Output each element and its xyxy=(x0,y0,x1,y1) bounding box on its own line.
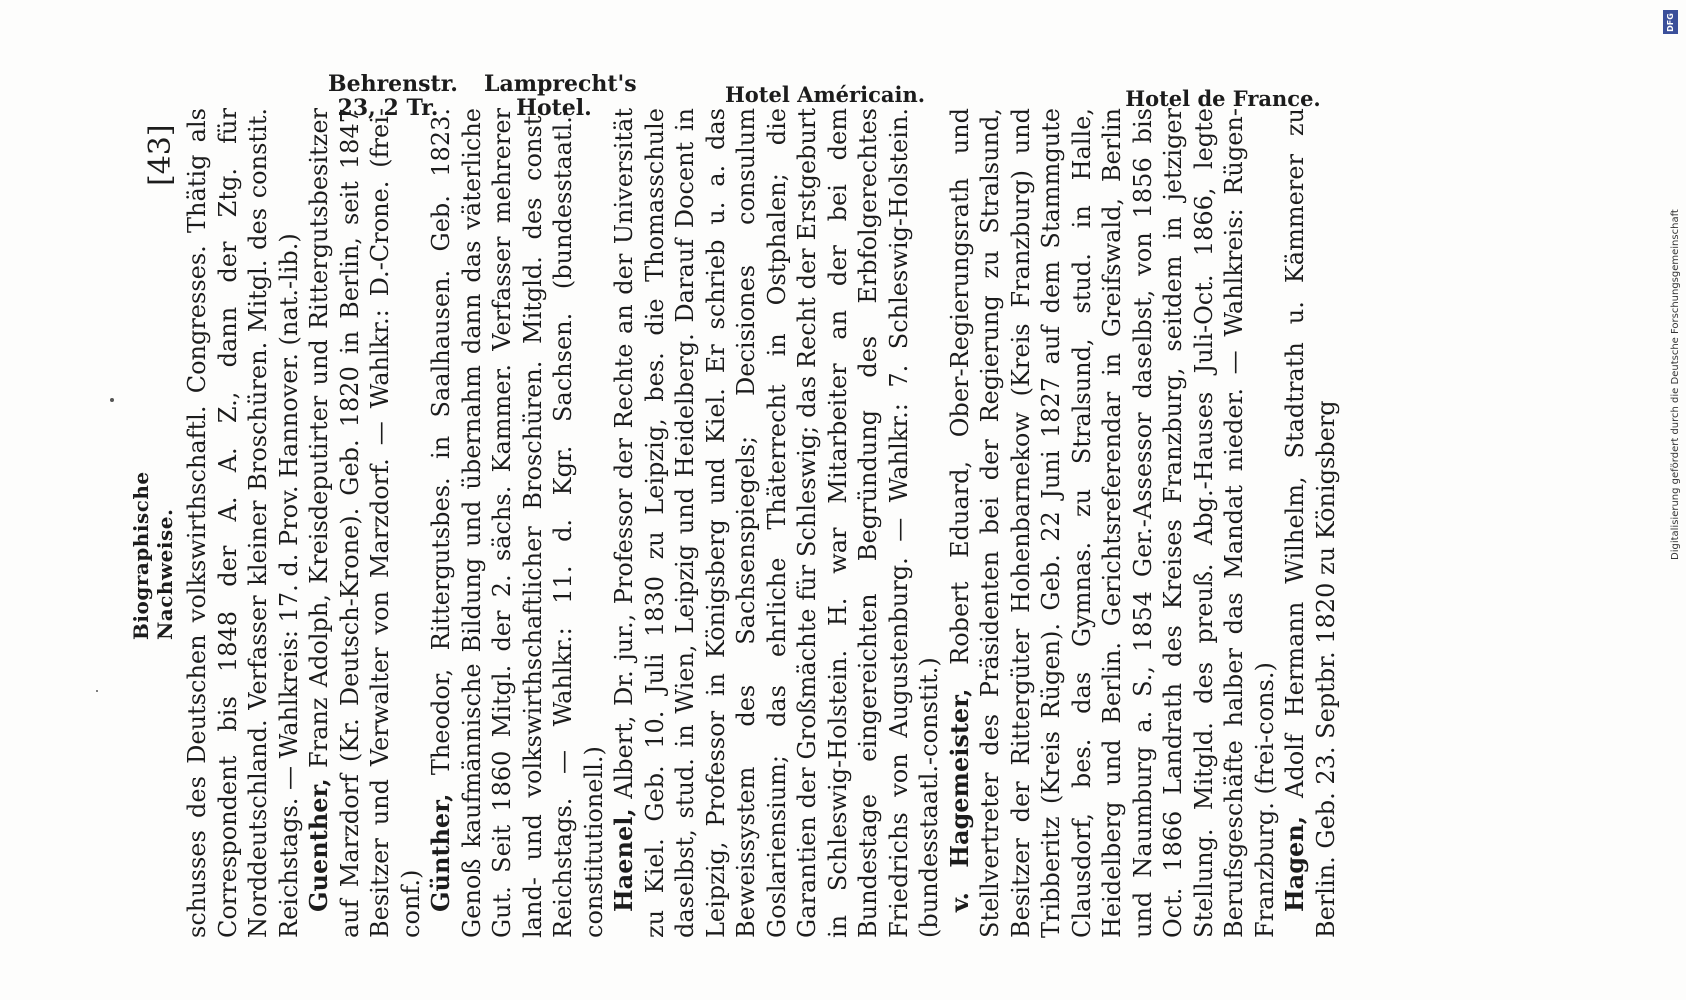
entry-body: Robert Eduard, Ober-Regierungsrath und Stellvertreter des Präsidenten bei der Regierung zu Stralsund, Besitzer der Rittergüter Hohenbarnekow (Kreis Franzburg) und Tribberitz (Kreis Rügen). Geb. 22 Juni 1827 auf dem Stammgute Clausdorf, bes. das Gymnas. zu Stralsund, stud. in Halle, Heidelberg und Berlin. Gerichtsreferendar in Greifswald, Berlin und Naumburg a. S., 1854 Ger.-Assessor daselbst, von 1856 bis Oct. 1866 Landrath des Kreises Franzburg, seitdem in jetziger Stellung. Mitgld. des preuß. Abg.-Hauses Juli-Oct. 1866, legte Berufsgeschäfte halber das Mandat nieder. — Wahlkreis: Rügen-Franzburg. (frei-cons.) xyxy=(945,107,1279,938)
entry-hagemeister xyxy=(945,108,1281,938)
entry-body: Theodor, Rittergutsbes. in Saalhausen. Geb. 1823. Genoß kaufmännische Bildung und übernahm dann das väterliche Gut. Seit 1860 Mitgl. der 2. sächs. Kammer. Verfasser mehrerer land- und volkswirthschaftlicher Broschüren. Mitgld. des const. Reichstags. — Wahlkr.: 11. d. Kgr. Sachsen. (bundesstaatl.-constitutionell.) xyxy=(427,108,608,938)
address-haenel xyxy=(715,83,935,107)
dfg-logo-text: DFG xyxy=(1666,12,1676,32)
scan-speck xyxy=(110,398,114,402)
entry-name: Hagen, xyxy=(1280,815,1309,912)
entry-haenel xyxy=(609,108,945,938)
address-line: Hotel. xyxy=(516,95,592,121)
address-line: 23, 2 Tr. xyxy=(337,95,439,121)
entry-body: Franz Adolph, Kreisdeputirter und Rittergutsbesitzer auf Marzdorf (Kr. Deutsch-Krone). Geb. 1820 in Berlin, seit 1847 Besitzer und Verwalter von Marzdorf. — Wahlkr.: D.-Crone. (frei-conf.) xyxy=(305,108,425,938)
entry-continuation: schusses des Deutschen volkswirthschaftl. Congresses. Thätig als Correspondent bis 1848 der A. A. Z., dann der Ztg. für Norddeutschland. Verfasser kleiner Broschüren. Mitgl. des constit. Reichstags. — Wahlkreis: 17. d. Prov. Hannover. (nat.-lib.) xyxy=(183,108,303,938)
entry-body: Albert, Dr. jur., Professor der Rechte an der Universität zu Kiel. Geb. 10. Juli 1830 zu Leipzig, bes. die Thomasschule daselbst, stud. in Wien, Leipzig und Heidelberg. Darauf Docent in Leipzig, Professor in Königsberg und Kiel. Er schrieb u. a. das Beweissystem des Sachsenspiegels; Decisiones consulum Goslariensium; das ehrliche Thäterrecht in Ostphalen; die Garantien der Großmächte für Schleswig; das Recht der Erstgeburt in Schleswig-Holstein. H. war Mitarbeiter an der bei dem Bundestage eingereichten Begründung des Erbfolgerechtes Friedrichs von Augustenburg. — Wahlkr.: 7. Schleswig-Holstein. (bundesstaatl.-constit.) xyxy=(610,108,943,938)
entry-name: v. Hagemeister, xyxy=(944,688,974,912)
entry-name: Guenther, xyxy=(304,778,333,912)
address-line: Hotel de France. xyxy=(1125,86,1321,111)
address-line: Hotel Américain. xyxy=(724,82,926,107)
entry-body: Adolf Hermann Wilhelm, Stadtrath u. Kämmerer zu Berlin. Geb. 23. Septbr. 1820 zu Königsberg xyxy=(1281,108,1340,938)
running-title: Biographische Nachweise. xyxy=(129,471,177,640)
scan-speck xyxy=(96,690,98,692)
entry-name: Günther, xyxy=(426,793,455,912)
entry-guenther-theodor xyxy=(426,108,609,938)
page-number: [43] xyxy=(143,124,178,186)
biography-text xyxy=(182,108,1341,938)
entry-hagen xyxy=(1280,108,1341,938)
address-line: Behrenstr. xyxy=(328,71,458,97)
address-line: Lamprecht's xyxy=(484,71,637,97)
entry-guenther xyxy=(304,108,426,938)
entry-name: Haenel, xyxy=(609,808,638,912)
digitization-credit: Digitalisierung gefördert durch die Deutsche Forschungsgemeinschaft xyxy=(1670,209,1681,560)
